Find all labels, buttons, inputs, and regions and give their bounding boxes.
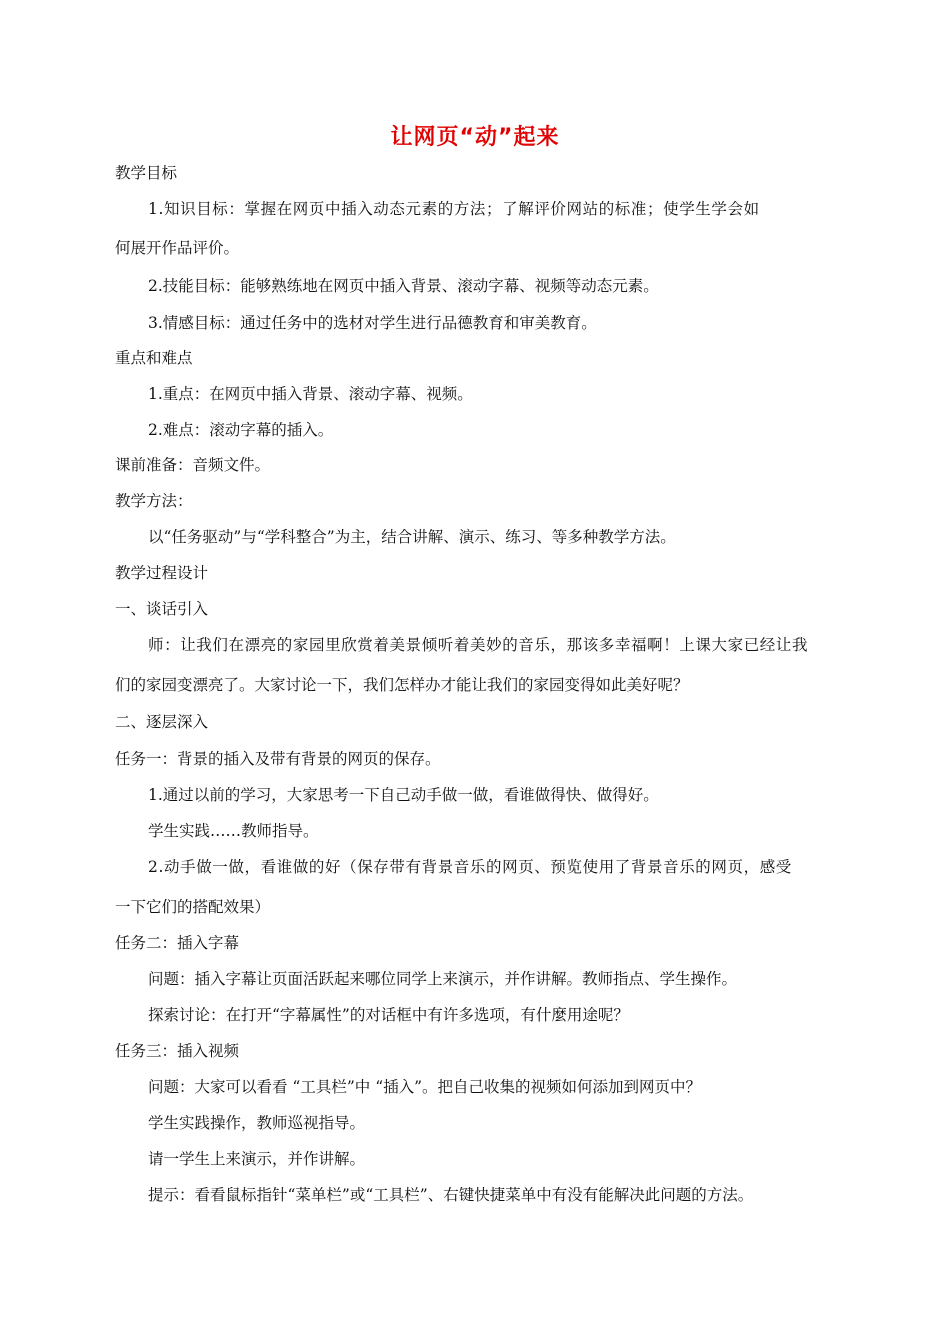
heading-section-1: 一、谈话引入 — [115, 600, 209, 618]
paragraph-line: 3.情感目标：通过任务中的选材对学生进行品德教育和审美教育。 — [148, 314, 597, 332]
heading-teaching-goals: 教学目标 — [115, 164, 178, 182]
paragraph-line: 何展开作品评价。 — [115, 239, 240, 257]
paragraph-line: 2.难点：滚动字幕的插入。 — [148, 421, 334, 439]
paragraph-line: 师：让我们在漂亮的家园里欣赏着美景倾听着美妙的音乐，那该多幸福啊！上课大家已经让我 — [148, 636, 809, 654]
paragraph-line: 们的家园变漂亮了。大家讨论一下，我们怎样办才能让我们的家园变得如此美好呢？ — [115, 676, 689, 694]
paragraph-line: 请一学生上来演示，并作讲解。 — [148, 1150, 366, 1168]
heading-preparation: 课前准备：音频文件。 — [115, 456, 271, 474]
heading-task-1: 任务一：背景的插入及带有背景的网页的保存。 — [115, 750, 441, 768]
paragraph-line: 探索讨论：在打开“字幕属性”的对话框中有许多选项，有什麼用途呢？ — [148, 1006, 629, 1024]
heading-teaching-method: 教学方法： — [115, 492, 193, 510]
paragraph-line: 1.知识目标：掌握在网页中插入动态元素的方法；了解评价网站的标准；使学生学会如 — [148, 200, 760, 218]
heading-key-points: 重点和难点 — [115, 349, 193, 367]
document-title: 让网页“动”起来 — [390, 125, 560, 150]
paragraph-line: 1.重点：在网页中插入背景、滚动字幕、视频。 — [148, 385, 473, 403]
paragraph-line: 以“任务驱动”与“学科整合”为主，结合讲解、演示、练习、等多种教学方法。 — [148, 528, 676, 546]
paragraph-line: 2.动手做一做，看谁做的好（保存带有背景音乐的网页、预览使用了背景音乐的网页，感受 — [148, 858, 792, 876]
paragraph-line: 问题：大家可以看看 “工具栏”中 “插入”。把自己收集的视频如何添加到网页中？ — [148, 1078, 702, 1096]
paragraph-line: 一下它们的搭配效果） — [115, 898, 271, 916]
heading-task-3: 任务三：插入视频 — [115, 1042, 240, 1060]
paragraph-line: 学生实践……教师指导。 — [148, 822, 319, 840]
paragraph-line: 学生实践操作，教师巡视指导。 — [148, 1114, 366, 1132]
heading-section-2: 二、逐层深入 — [115, 713, 209, 731]
paragraph-line: 问题：插入字幕让页面活跃起来哪位同学上来演示，并作讲解。教师指点、学生操作。 — [148, 970, 738, 988]
heading-task-2: 任务二：插入字幕 — [115, 934, 240, 952]
heading-process-design: 教学过程设计 — [115, 564, 209, 582]
paragraph-line: 2.技能目标：能够熟练地在网页中插入背景、滚动字幕、视频等动态元素。 — [148, 277, 659, 295]
paragraph-line: 1.通过以前的学习，大家思考一下自己动手做一做，看谁做得快、做得好。 — [148, 786, 659, 804]
paragraph-line: 提示：看看鼠标指针“菜单栏”或“工具栏”、右键快捷菜单中有没有能解决此问题的方法。 — [148, 1186, 754, 1204]
